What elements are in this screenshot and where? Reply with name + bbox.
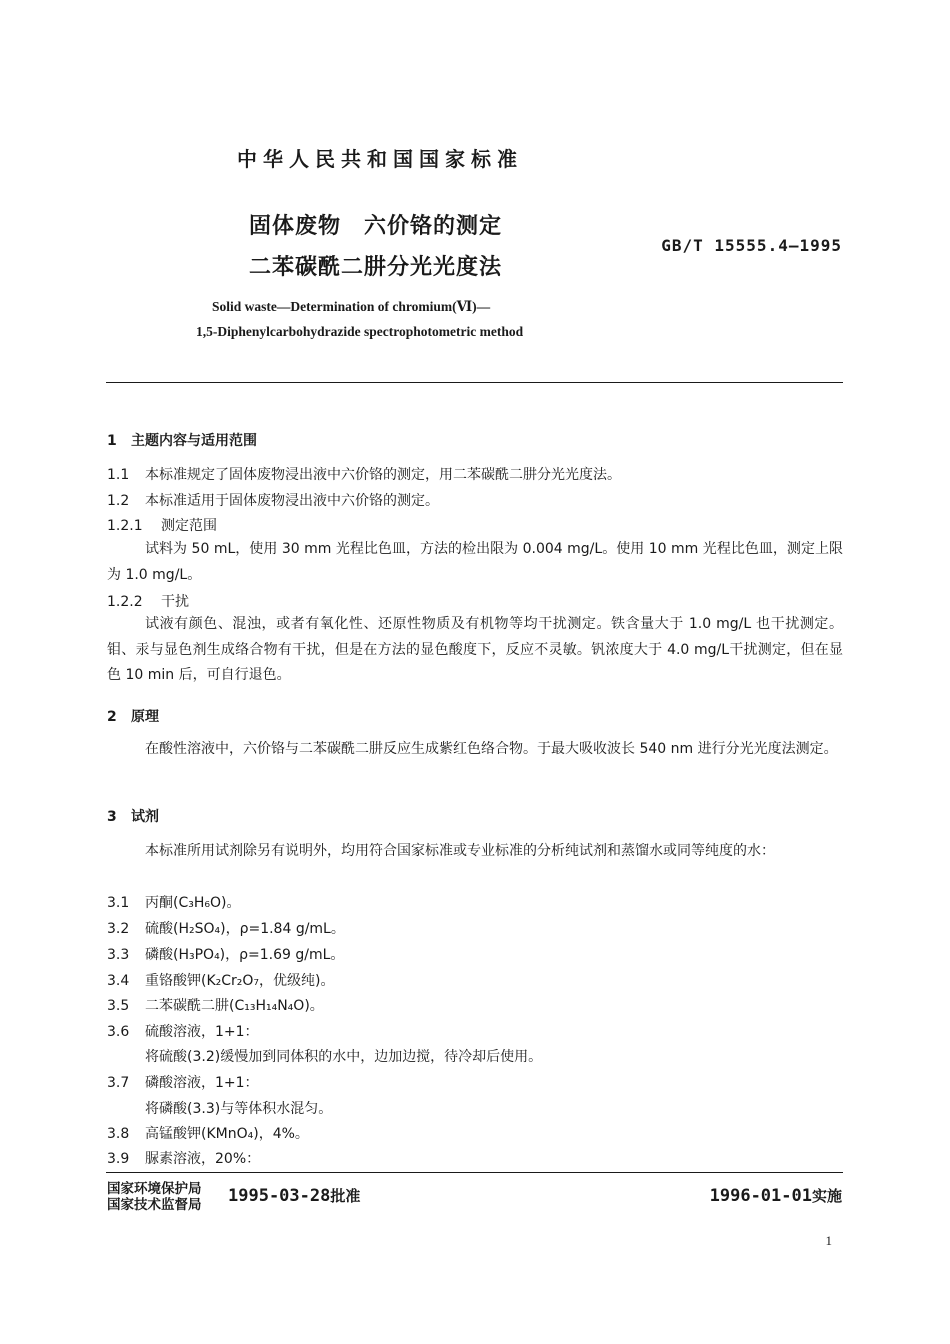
clause-1-2-1 — [107, 515, 217, 535]
section-2-heading — [107, 706, 159, 726]
section-title: 原理 — [131, 709, 159, 725]
list-item — [107, 944, 344, 964]
item-text: 硫酸溶液，1+1： — [145, 1024, 259, 1040]
clause-text: 干扰 — [161, 594, 189, 610]
list-item — [107, 1072, 259, 1092]
clause-number: 1.2 — [107, 493, 130, 509]
approval-date-value: 1995-03-28 — [228, 1186, 331, 1206]
item-number: 3.5 — [107, 998, 130, 1014]
clause-text: 本标准规定了固体废物浸出液中六价铬的测定，用二苯碳酰二肼分光光度法。 — [145, 467, 621, 483]
item-text: 丙酮(C₃H₆O)。 — [145, 895, 241, 911]
list-item — [107, 1021, 259, 1041]
clause-1-1 — [107, 464, 621, 484]
item-text: 高锰酸钾(KMnO₄)，4%。 — [145, 1126, 309, 1142]
section-number: 2 — [107, 709, 117, 725]
clause-text: 测定范围 — [161, 518, 217, 534]
page-number: 1 — [825, 1233, 832, 1248]
section-2-body: 在酸性溶液中，六价铬与二苯碳酰二肼反应生成紫红色络合物。于最大吸收波长 540 nm 进行分光光度法测定。 — [145, 741, 838, 757]
item-text: 将磷酸(3.3)与等体积水混匀。 — [145, 1101, 333, 1117]
effective-date — [710, 1185, 842, 1206]
approval-date — [228, 1185, 360, 1206]
item-number: 3.8 — [107, 1126, 130, 1142]
item-number: 3.4 — [107, 973, 130, 989]
footer-rule — [106, 1172, 843, 1173]
section-number: 1 — [107, 433, 117, 449]
item-number: 3.2 — [107, 921, 130, 937]
list-item — [107, 1123, 309, 1143]
title-line-2: 二苯碳酰二肼分光光度法 — [249, 255, 503, 280]
item-number: 3.3 — [107, 947, 130, 963]
item-text: 重铬酸钾(K₂Cr₂O₇，优级纯)。 — [145, 973, 335, 989]
english-title-line-1: Solid waste—Determination of chromium(Ⅵ)— — [212, 299, 491, 314]
section-title: 主题内容与适用范围 — [131, 433, 257, 449]
effective-label: 实施 — [811, 1187, 842, 1205]
list-item — [107, 1148, 260, 1168]
item-text: 将硫酸(3.2)缓慢加到同体积的水中，边加边搅，待冷却后使用。 — [145, 1049, 543, 1065]
item-number: 3.1 — [107, 895, 130, 911]
title-line-1: 固体废物 六价铬的测定 — [249, 214, 503, 239]
clause-1-2-1-body: 试料为 50 mL，使用 30 mm 光程比色皿，方法的检出限为 0.004 mg/L。使用 10 mm 光程比色皿，测定上限为 1.0 mg/L。 — [107, 541, 843, 583]
approval-label: 批准 — [330, 1187, 361, 1205]
item-number: 3.6 — [107, 1024, 130, 1040]
clause-number: 1.1 — [107, 467, 130, 483]
clause-text: 本标准适用于固体废物浸出液中六价铬的测定。 — [145, 493, 439, 509]
effective-date-value: 1996-01-01 — [709, 1186, 812, 1206]
standard-code: GB/T 15555.4—1995 — [661, 236, 842, 255]
section-3-heading — [107, 806, 159, 826]
english-title-line-2: 1,5-Diphenylcarbohydrazide spectrophotometric method — [196, 324, 524, 339]
clause-1-2-2 — [107, 591, 189, 611]
clause-1-2 — [107, 490, 439, 510]
header-rule — [106, 382, 843, 383]
list-item-note — [145, 1098, 332, 1118]
document-organization: 中华人民共和国国家标准 — [237, 147, 523, 171]
list-item-note — [145, 1046, 542, 1066]
list-item — [107, 892, 240, 912]
section-title: 试剂 — [131, 809, 159, 825]
item-text: 硫酸(H₂SO₄)，ρ=1.84 g/mL。 — [145, 921, 345, 937]
section-3-body: 本标准所用试剂除另有说明外，均用符合国家标准或专业标准的分析纯试剂和蒸馏水或同等纯度的水： — [145, 843, 775, 859]
list-item — [107, 970, 335, 990]
clause-number: 1.2.1 — [107, 518, 143, 534]
item-number: 3.7 — [107, 1075, 130, 1091]
item-text: 磷酸溶液，1+1： — [145, 1075, 259, 1091]
item-text: 脲素溶液，20%： — [145, 1151, 261, 1167]
list-item — [107, 918, 345, 938]
issuing-authorities: 国家环境保护局 国家技术监督局 — [107, 1181, 202, 1213]
item-text: 磷酸(H₃PO₄)，ρ=1.69 g/mL。 — [145, 947, 345, 963]
clause-number: 1.2.2 — [107, 594, 143, 610]
clause-1-2-2-body: 试液有颜色、混浊，或者有氧化性、还原性物质及有机物等均干扰测定。铁含量大于 1.0 mg/L 也干扰测定。钼、汞与显色剂生成络合物有干扰，但是在方法的显色酸度下，反应不灵敏。钒浓度大于 4.0 mg/L干扰测定，但在显色 10 min 后，可自行退色。 — [107, 616, 843, 683]
section-number: 3 — [107, 809, 117, 825]
section-1-heading — [107, 430, 257, 450]
item-number: 3.9 — [107, 1151, 130, 1167]
item-text: 二苯碳酰二肼(C₁₃H₁₄N₄O)。 — [145, 998, 324, 1014]
list-item — [107, 995, 324, 1015]
